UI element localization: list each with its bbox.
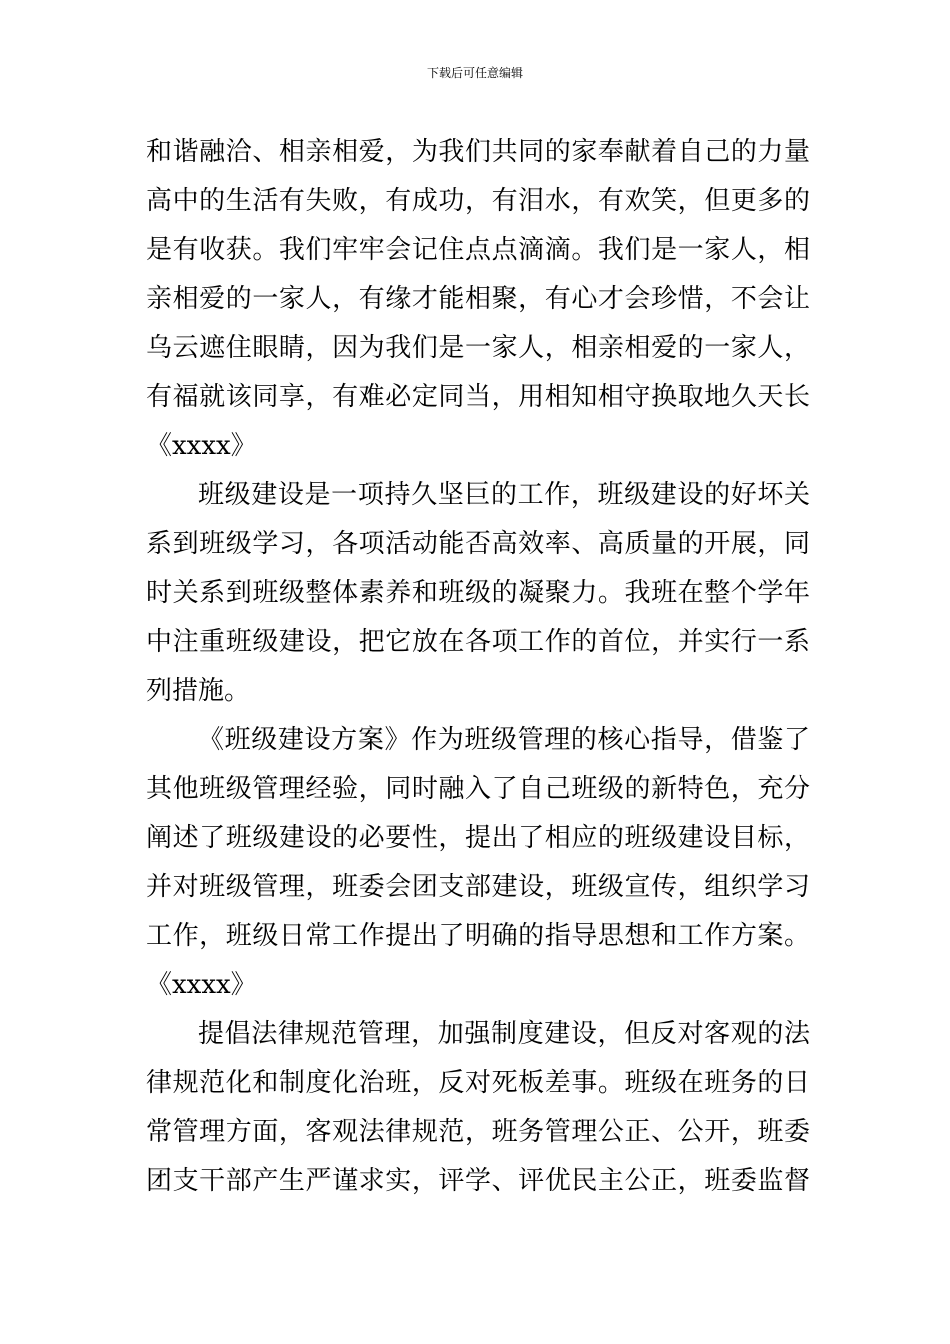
text-line: 是有收获。我们牢牢会记住点点滴滴。我们是一家人，相 <box>146 235 810 265</box>
text-line: 系到班级学习，各项活动能否高效率、高质量的开展，同 <box>146 529 810 559</box>
text-line: 阐述了班级建设的必要性，提出了相应的班级建设目标， <box>146 823 810 853</box>
paragraph-4 <box>146 1010 810 1206</box>
page-header: 下载后可任意编辑 <box>426 66 523 80</box>
reference-line: 《xxxx》 <box>146 431 257 461</box>
text-line: 中注重班级建设，把它放在各项工作的首位，并实行一系 <box>146 627 810 657</box>
text-line: 时关系到班级整体素养和班级的凝聚力。我班在整个学年 <box>146 578 810 608</box>
text-line: 列措施。 <box>146 676 251 706</box>
text-line: 《班级建设方案》作为班级管理的核心指导，借鉴了 <box>198 725 810 755</box>
text-line: 亲相爱的一家人，有缘才能相聚，有心才会珍惜，不会让 <box>146 284 810 314</box>
text-line: 律规范化和制度化治班，反对死板差事。班级在班务的日 <box>146 1068 810 1098</box>
text-line: 工作，班级日常工作提出了明确的指导思想和工作方案。 <box>146 921 810 951</box>
text-line: 班级建设是一项持久坚巨的工作，班级建设的好坏关 <box>198 480 810 510</box>
text-line: 提倡法律规范管理，加强制度建设，但反对客观的法 <box>198 1019 810 1049</box>
text-line: 高中的生活有失败，有成功，有泪水，有欢笑，但更多的 <box>146 186 810 216</box>
paragraph-2 <box>146 471 810 716</box>
text-line: 和谐融洽、相亲相爱，为我们共同的家奉献着自己的力量 <box>146 137 810 167</box>
text-line: 有福就该同享，有难必定同当，用相知相守换取地久天长 <box>146 382 810 412</box>
text-line: 常管理方面，客观法律规范，班务管理公正、公开，班委 <box>146 1117 810 1147</box>
reference-line: 《xxxx》 <box>146 970 257 1000</box>
paragraph-1 <box>146 128 810 471</box>
text-line: 并对班级管理，班委会团支部建设，班级宣传，组织学习 <box>146 872 810 902</box>
text-line: 其他班级管理经验，同时融入了自己班级的新特色，充分 <box>146 774 810 804</box>
document-body <box>146 128 810 1206</box>
paragraph-3 <box>146 716 810 1010</box>
text-line: 团支干部产生严谨求实，评学、评优民主公正，班委监督 <box>146 1166 810 1196</box>
text-line: 乌云遮住眼睛，因为我们是一家人，相亲相爱的一家人， <box>146 333 810 363</box>
